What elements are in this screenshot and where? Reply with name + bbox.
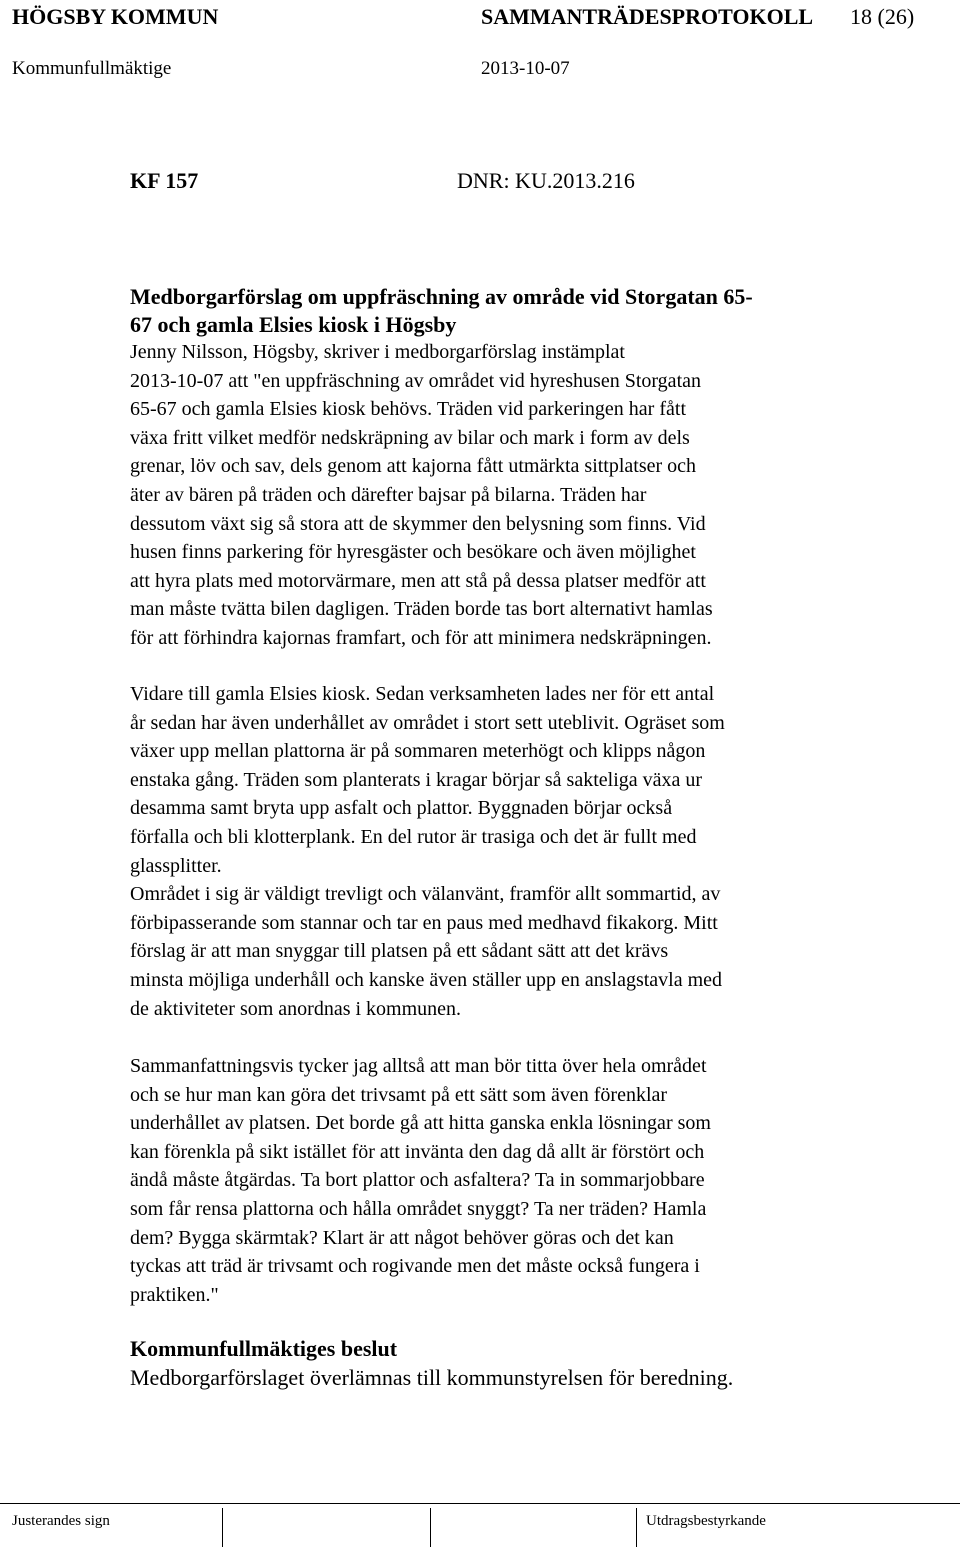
text-line: äter av bären på träden och därefter bajsar på bilarna. Träden har	[130, 483, 647, 506]
text-line: tyckas att träd är trivsamt och rogivande men det måste också fungera i	[130, 1255, 700, 1278]
text-line: dessutom växt sig så stora att de skymmer den belysning som finns. Vid	[130, 512, 706, 535]
text-line: minsta möjliga underhåll och kanske även ställer upp en anslagstavla med	[130, 968, 723, 991]
title-line: 67 och gamla Elsies kiosk i Högsby	[130, 312, 457, 337]
text-line: år sedan har även underhållet av området i stort sett uteblivit. Ogräset som	[130, 711, 725, 734]
decision-heading: Kommunfullmäktiges beslut	[130, 1336, 398, 1361]
title-line: Medborgarförslag om uppfräschning av område vid Storgatan 65-	[130, 284, 753, 309]
text-line: att hyra plats med motorvärmare, men att stå på dessa platser medför att	[130, 569, 706, 592]
footer-separator	[430, 1508, 431, 1547]
text-line: Vidare till gamla Elsies kiosk. Sedan verksamheten lades ner för ett antal	[130, 683, 715, 705]
text-line: praktiken."	[130, 1283, 219, 1306]
text-line: som får rensa plattorna och hålla området snyggt? Ta ner träden? Hamla	[130, 1197, 707, 1220]
case-dnr: DNR: KU.2013.216	[457, 168, 635, 193]
document-type: SAMMANTRÄDESPROTOKOLL	[481, 4, 814, 29]
footer-separator	[222, 1508, 223, 1547]
meeting-date: 2013-10-07	[481, 58, 570, 79]
text-line: förfalla och bli klotterplank. En del rutor är trasiga och det är fullt med	[130, 825, 697, 848]
text-line: 65-67 och gamla Elsies kiosk behövs. Träden vid parkeringen har fått	[130, 398, 686, 421]
text-line: Sammanfattningsvis tycker jag alltså att man bör titta över hela området	[130, 1055, 707, 1077]
text-line: desamma samt bryta upp asfalt och plattor. Byggnaden börjar också	[130, 797, 673, 820]
text-line: och se hur man kan göra det trivsamt på ett sätt som även förenklar	[130, 1083, 668, 1106]
footer-signature-label: Justerandes sign	[12, 1513, 110, 1529]
text-line: grenar, löv och sav, dels genom att kajorna fått utmärkta sittplatser och	[130, 455, 697, 478]
text-line: Jenny Nilsson, Högsby, skriver i medborgarförslag instämplat	[130, 341, 625, 363]
text-line: kan förenkla på sikt istället för att invänta den dag då allt är förstört och	[130, 1140, 705, 1163]
text-line: ändå måste åtgärdas. Ta bort plattor och asfaltera? Ta in sommarjobbare	[130, 1169, 705, 1192]
footer-divider	[0, 1503, 960, 1504]
paragraph-kiosk	[130, 680, 725, 1023]
text-line: 2013-10-07 att "en uppfräschning av området vid hyreshusen Storgatan	[130, 369, 701, 392]
text-line: glassplitter.	[130, 854, 222, 877]
municipality-name: HÖGSBY KOMMUN	[12, 4, 219, 29]
body-name: Kommunfullmäktige	[12, 58, 172, 79]
text-line: de aktiviteter som anordnas i kommunen.	[130, 997, 462, 1020]
text-line: Området i sig är väldigt trevligt och välanvänt, framför allt sommartid, av	[130, 883, 721, 906]
text-line: växa fritt vilket medför nedskräpning av bilar och mark i form av dels	[130, 426, 690, 449]
text-line: man måste tvätta bilen dagligen. Träden borde tas bort alternativt hamlas	[130, 598, 713, 621]
text-line: för att förhindra kajornas framfart, och för att minimera nedskräpningen.	[130, 626, 712, 649]
decision-text: Medborgarförslaget överlämnas till kommunstyrelsen för beredning.	[130, 1365, 734, 1390]
paragraph-proposal	[130, 338, 713, 653]
text-line: dem? Bygga skärmtak? Klart är att något behöver göras och det kan	[130, 1226, 674, 1249]
text-line: växer upp mellan plattorna är på sommaren meterhögt och klipps någon	[130, 740, 706, 763]
page-number: 18 (26)	[850, 4, 915, 29]
text-line: underhållet av platsen. Det borde gå att hitta ganska enkla lösningar som	[130, 1112, 711, 1135]
text-line: husen finns parkering för hyresgäster och besökare och även möjlighet	[130, 541, 696, 564]
case-number: KF 157	[130, 168, 199, 193]
footer-separator	[636, 1508, 637, 1547]
text-line: enstaka gång. Träden som planterats i kragar börjar så sakteliga växa ur	[130, 768, 703, 791]
text-line: förslag är att man snyggar till platsen på ett sådant sätt att det krävs	[130, 940, 669, 963]
paragraph-summary	[130, 1052, 711, 1309]
footer-certification-label: Utdragsbestyrkande	[646, 1513, 766, 1529]
text-line: förbipasserande som stannar och tar en paus med medhavd fikakorg. Mitt	[130, 911, 718, 934]
document-title	[130, 283, 890, 339]
